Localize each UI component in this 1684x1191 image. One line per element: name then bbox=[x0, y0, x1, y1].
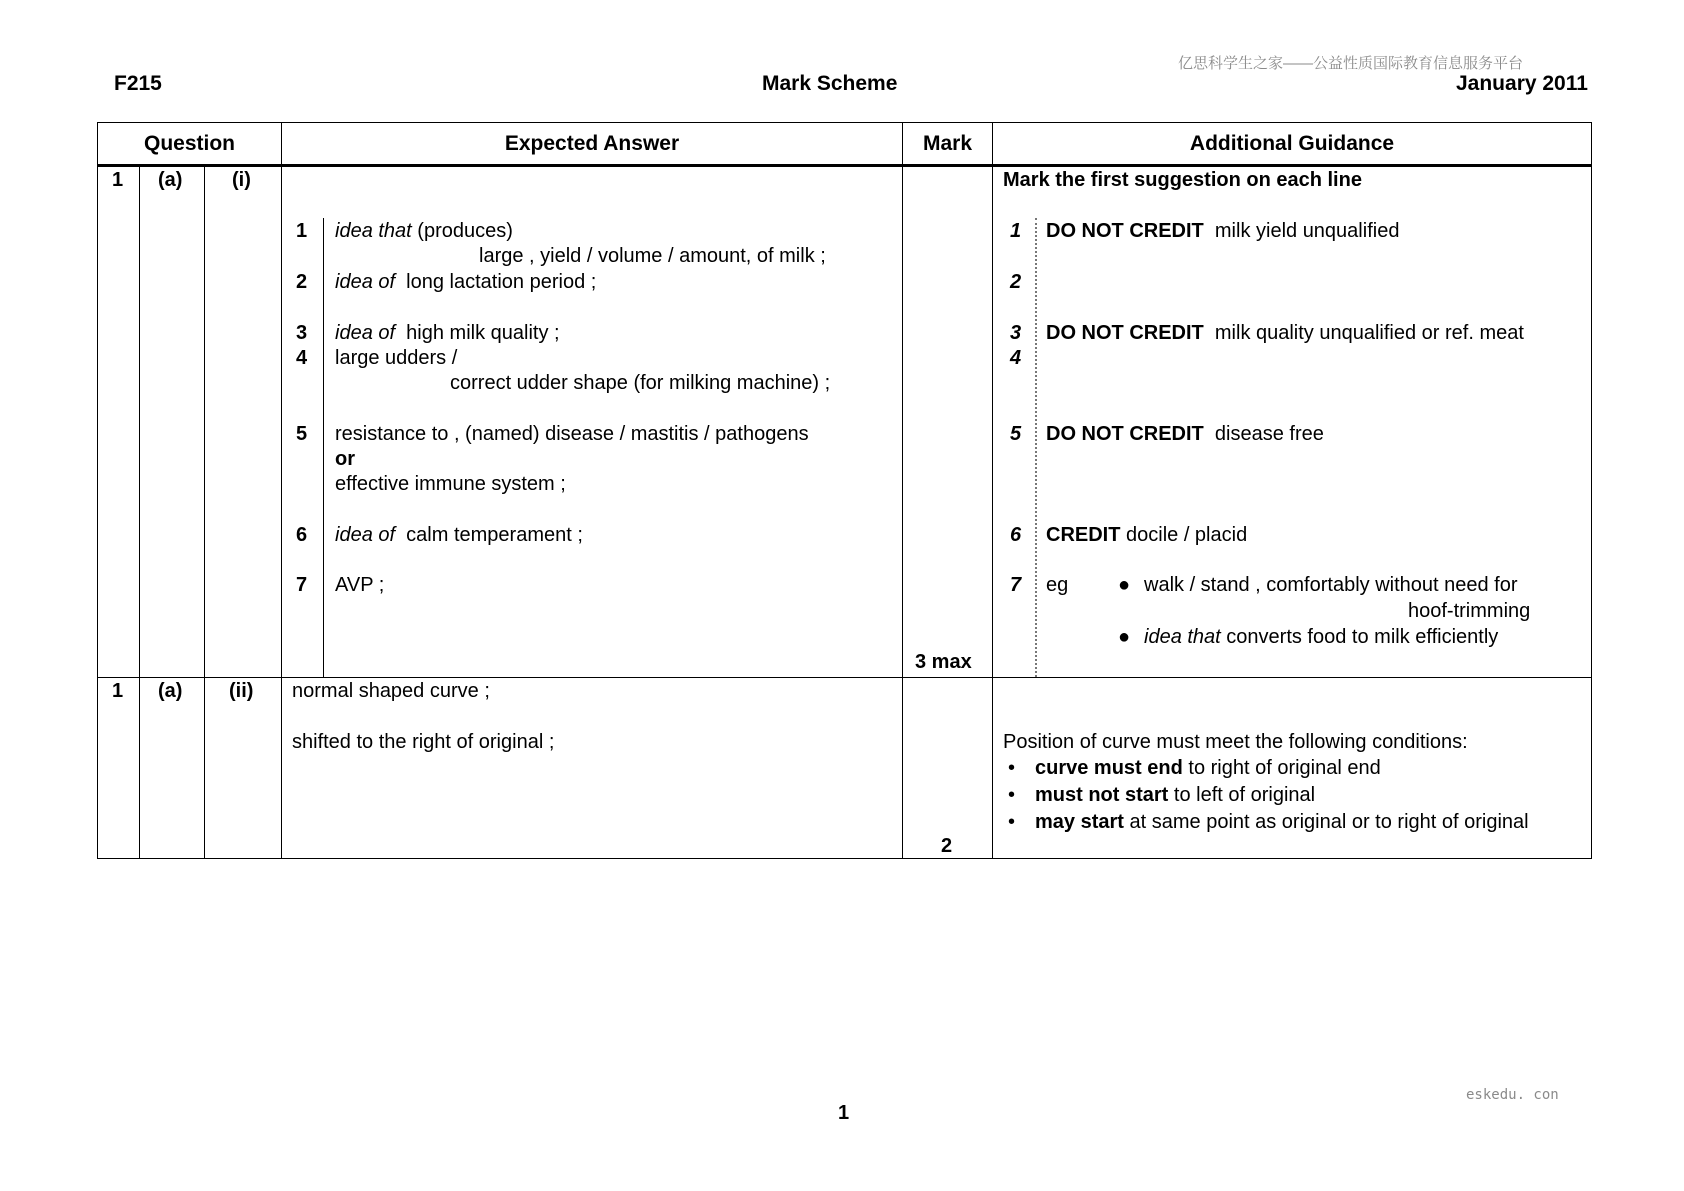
question-subpart: (i) bbox=[232, 169, 251, 191]
bullet-icon: ● bbox=[1118, 574, 1131, 596]
question-part: (a) bbox=[158, 680, 183, 702]
answer-text: high milk quality ; bbox=[395, 322, 560, 344]
answer-line bbox=[335, 525, 583, 545]
answer-number: 7 bbox=[296, 574, 308, 596]
column-header-mark: Mark bbox=[922, 132, 973, 155]
guidance-number: 6 bbox=[1010, 524, 1022, 546]
guidance-text: milk quality unqualified or ref. meat bbox=[1203, 322, 1524, 344]
answer-text: long lactation period ; bbox=[395, 271, 597, 293]
guidance-heading: Mark the first suggestion on each line bbox=[1003, 169, 1362, 191]
bullet-icon: • bbox=[1008, 811, 1016, 833]
answer-line: AVP ; bbox=[335, 574, 385, 596]
answer-lead: idea of bbox=[335, 524, 396, 546]
condition-bold: curve must end bbox=[1035, 757, 1183, 779]
guidance-bullet-lead: idea that bbox=[1144, 626, 1221, 648]
document-date: January 2011 bbox=[1456, 72, 1588, 95]
guidance-number: 1 bbox=[1010, 220, 1022, 242]
page-number: 1 bbox=[838, 1102, 850, 1124]
guidance-number: 4 bbox=[1010, 347, 1022, 369]
guidance-bullet bbox=[1144, 627, 1498, 647]
answer-number: 5 bbox=[296, 423, 308, 445]
question-subpart: (ii) bbox=[229, 680, 254, 702]
guidance-line bbox=[1046, 424, 1324, 444]
condition-bold: may start bbox=[1035, 811, 1124, 833]
condition-text: to right of original end bbox=[1182, 757, 1381, 779]
guidance-text: milk yield unqualified bbox=[1203, 220, 1400, 242]
answer-number: 2 bbox=[296, 271, 308, 293]
answer-number: 1 bbox=[296, 220, 308, 242]
question-part: (a) bbox=[158, 169, 183, 191]
answer-line bbox=[335, 272, 596, 292]
answer-number: 6 bbox=[296, 524, 308, 546]
document-code: F215 bbox=[114, 72, 162, 95]
guidance-bullet-text: converts food to milk efficiently bbox=[1220, 626, 1499, 648]
guidance-line bbox=[1046, 525, 1247, 545]
answer-continuation: large , yield / volume / amount, of milk ; bbox=[479, 245, 826, 267]
mark-value: 2 bbox=[941, 835, 953, 857]
answer-line bbox=[335, 221, 513, 241]
question-number: 1 bbox=[112, 680, 124, 702]
guidance-bold: DO NOT CREDIT bbox=[1046, 322, 1204, 344]
guidance-number: 2 bbox=[1010, 271, 1022, 293]
guidance-number: 7 bbox=[1010, 574, 1022, 596]
mark-value: 3 max bbox=[915, 651, 972, 673]
answer-lead: idea that bbox=[335, 220, 412, 242]
guidance-text: docile / placid bbox=[1120, 524, 1248, 546]
guidance-eg: eg bbox=[1046, 574, 1069, 596]
answer-line: large udders / bbox=[335, 347, 458, 369]
expected-answer-line: shifted to the right of original ; bbox=[292, 731, 555, 753]
answer-lead: idea of bbox=[335, 322, 396, 344]
guidance-bullet: walk / stand , comfortably without need for bbox=[1144, 574, 1518, 596]
guidance-bullet-continuation: hoof-trimming bbox=[1408, 600, 1531, 622]
answer-line bbox=[335, 323, 560, 343]
answer-lead: idea of bbox=[335, 271, 396, 293]
expected-answer-line: normal shaped curve ; bbox=[292, 680, 490, 702]
answer-line: resistance to , (named) disease / mastitis / pathogens bbox=[335, 423, 809, 445]
answer-number: 3 bbox=[296, 322, 308, 344]
answer-continuation: effective immune system ; bbox=[335, 473, 566, 495]
guidance-bold: DO NOT CREDIT bbox=[1046, 220, 1204, 242]
column-header-expected-answer: Expected Answer bbox=[504, 132, 680, 155]
guidance-text: disease free bbox=[1203, 423, 1324, 445]
guidance-bold: CREDIT bbox=[1046, 524, 1121, 546]
document-title: Mark Scheme bbox=[762, 72, 898, 95]
condition-item bbox=[1035, 812, 1529, 832]
condition-bold: must not start bbox=[1035, 784, 1169, 806]
guidance-bold: DO NOT CREDIT bbox=[1046, 423, 1204, 445]
answer-text: (produces) bbox=[411, 220, 513, 242]
condition-text: at same point as original or to right of original bbox=[1123, 811, 1529, 833]
bullet-icon: • bbox=[1008, 757, 1016, 779]
bullet-icon: ● bbox=[1118, 626, 1131, 648]
condition-item bbox=[1035, 758, 1381, 778]
guidance-number: 3 bbox=[1010, 322, 1022, 344]
column-header-additional-guidance: Additional Guidance bbox=[1189, 132, 1395, 155]
answer-or: or bbox=[335, 448, 355, 470]
site-watermark: eskedu. con bbox=[1466, 1087, 1559, 1103]
watermark-text: 亿思科学生之家——公益性质国际教育信息服务平台 bbox=[1178, 55, 1524, 72]
bullet-icon: • bbox=[1008, 784, 1016, 806]
answer-text: calm temperament ; bbox=[395, 524, 583, 546]
question-number: 1 bbox=[112, 169, 124, 191]
guidance-line bbox=[1046, 221, 1399, 241]
guidance-line bbox=[1046, 323, 1524, 343]
condition-text: to left of original bbox=[1168, 784, 1316, 806]
answer-continuation: correct udder shape (for milking machine) ; bbox=[450, 372, 831, 394]
condition-item bbox=[1035, 785, 1315, 805]
answer-number: 4 bbox=[296, 347, 308, 369]
guidance-intro: Position of curve must meet the following conditions: bbox=[1003, 731, 1468, 753]
guidance-number: 5 bbox=[1010, 423, 1022, 445]
column-header-question: Question bbox=[143, 132, 235, 155]
